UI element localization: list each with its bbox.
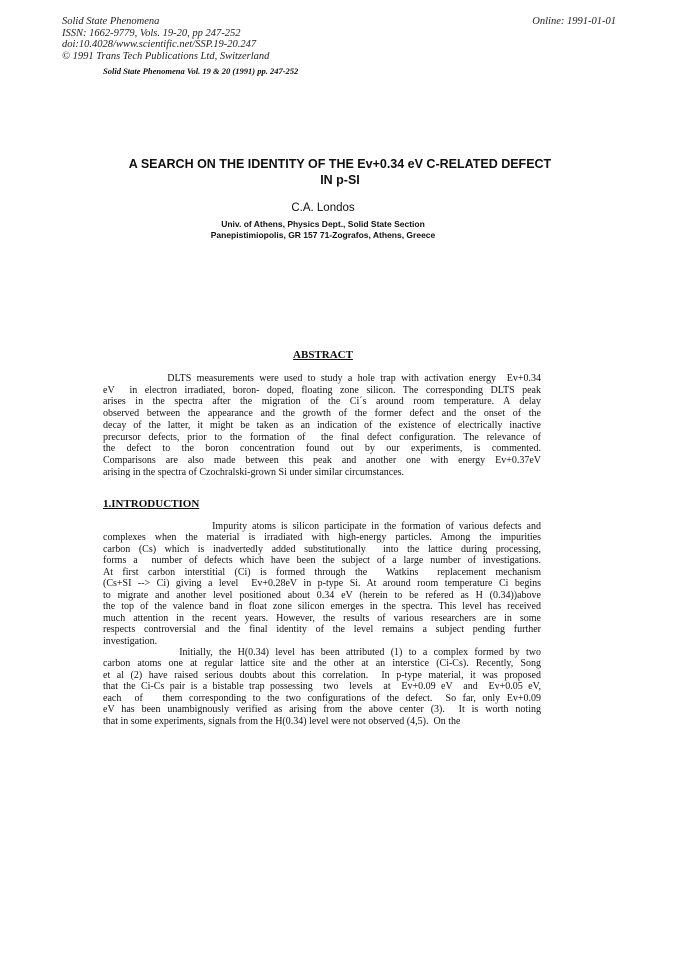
text-line: precursor defects, prior to the formation of the final defect configuration. The relevance of <box>103 431 541 443</box>
title-line: A SEARCH ON THE IDENTITY OF THE Ev+0.34 eV C-RELATED DEFECT <box>128 157 552 171</box>
text-line: At first carbon interstitial (Ci) is formed through the Watkins replacement mechanism <box>103 566 541 578</box>
text-line: that the Ci-Cs pair is a bistable trap possessing two levels at Ev+0.09 eV and Ev+0.05 eV, <box>103 681 541 693</box>
text-line: arises in the spectra after the migration of the Ci´s around room temperature. A delay <box>103 396 541 408</box>
text-line: Comparisons are also made between this peak and another one with energy Ev+0.37eV <box>103 454 541 466</box>
text-line: carbon atoms one at regular lattice site and the other at an interstice (Ci-Cs). Recently, Song <box>103 658 541 670</box>
affiliation-line: Panepistimiopolis, GR 157 71-Zografos, Athens, Greece <box>210 230 436 240</box>
text-line: much attention in the recent years. However, the results of various researchers are in some <box>103 612 541 624</box>
abstract-heading: ABSTRACT <box>293 349 353 361</box>
author-name: C.A. Londos <box>291 202 355 214</box>
text-line: the top of the valence band in float zone silicon emerges in the spectra. This level has received <box>103 601 541 613</box>
introduction-heading: 1.INTRODUCTION <box>103 498 200 510</box>
affiliation-line: Univ. of Athens, Physics Dept., Solid State Section <box>221 219 425 229</box>
title-line: IN p-SI <box>320 172 360 187</box>
text-line: each of them corresponding to the two configurations of the defect. So far, only Ev+0.09 <box>103 692 541 704</box>
text-line: complexes when the material is irradiated with high-energy particles. Among the impurities <box>103 532 541 544</box>
text-line: respects controversial and the final identity of the level remains a subject pending further <box>103 624 541 636</box>
text-line: that in some experiments, signals from the H(0.34) level were not observed (4,5). On the <box>103 715 461 727</box>
text-line: Impurity atoms is silicon participate in the formation of various defects and <box>103 521 541 532</box>
text-line: Initially, the H(0.34) level has been attributed (1) to a complex formed by two <box>103 646 541 658</box>
journal-line: Solid State Phenomena Vol. 19 & 20 (1991) pp. 247-252 <box>103 66 299 76</box>
header-block <box>62 16 269 62</box>
header-line: ISSN: 1662-9779, Vols. 19-20, pp 247-252 <box>62 27 241 39</box>
text-line: et al (2) have raised serious doubts about this correlation. In p-type material, it was proposed <box>103 669 541 681</box>
text-line: arising in the spectra of Czochralski-grown Si under similar circumstances. <box>103 466 405 478</box>
text-line: observed between the appearance and the growth of the former defect and the onset of the <box>103 408 541 420</box>
header-line: © 1991 Trans Tech Publications Ltd, Switzerland <box>62 50 270 62</box>
text-line: forms a number of defects which have been the subject of a large number of investigations. <box>103 555 541 567</box>
text-line: the defect to the boron concentration found out by our experiments, is commented. <box>103 443 541 455</box>
text-line: (Cs+SI --> Ci) giving a level Ev+0.28eV in p-type Si. At around room temperature Ci begins <box>103 578 541 590</box>
paper-title <box>70 157 610 188</box>
text-line: to migrate and another level positioned about 0.34 eV (herein to be refered as H (0.34))above <box>103 589 541 601</box>
text-line: carbon (Cs) which is inadvertedly added substitutionally into the lattice during processing, <box>103 543 541 555</box>
online-date: Online: 1991-01-01 <box>532 16 616 27</box>
text-line: decay of the latter, it might be taken as an indication of the existence of electrically inactive <box>103 419 541 431</box>
introduction-body <box>103 521 541 727</box>
text-line: investigation. <box>103 635 158 647</box>
header-line: Solid State Phenomena <box>62 16 160 27</box>
affiliation <box>0 219 646 241</box>
text-line: DLTS measurements were used to study a hole trap with activation energy Ev+0.34 <box>103 373 541 384</box>
text-line: eV has been unambignously verified as arising from the above center (3). It is worth noting <box>103 704 541 716</box>
header-line: doi:10.4028/www.scientific.net/SSP.19-20.247 <box>62 39 257 51</box>
abstract-body <box>103 373 541 478</box>
text-line: eV in electron irradiated, boron- doped, floating zone silicon. The corresponding DLTS peak <box>103 384 541 396</box>
